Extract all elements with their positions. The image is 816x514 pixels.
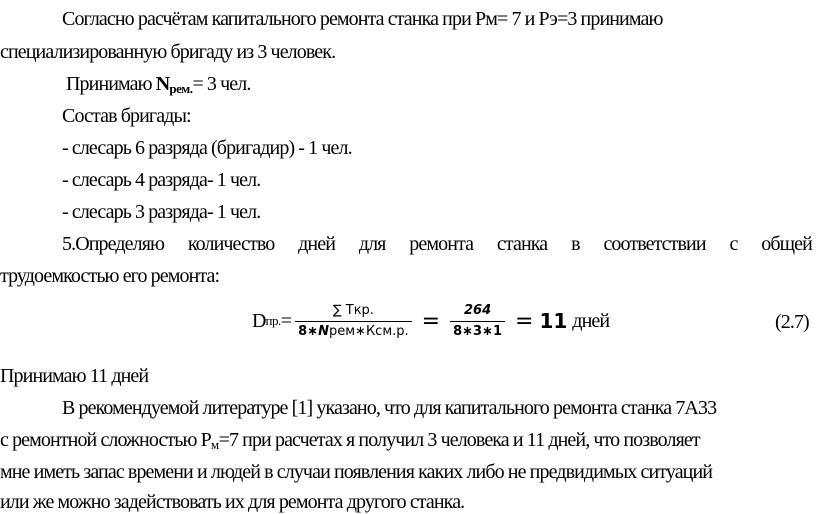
formula-den-rest: рем∗Ксм.р. [329, 323, 409, 339]
formula-fraction-2-numerator: 264 [463, 302, 492, 318]
paragraph-1-line-2 [0, 40, 335, 64]
paragraph-6-line-4-text: или же можно задействовать их для ремонта другого станка. [0, 491, 465, 513]
equation-number: (2.7) [775, 311, 809, 333]
paragraph-4-line-2 [0, 264, 219, 288]
brigade-size-value: = 3 чел. [192, 73, 251, 95]
paragraph-4-word: для [358, 233, 386, 255]
paragraph-6-line-2-suffix: =7 при расчетах я получил 3 человека и 11 дней, что позволяет [218, 429, 700, 451]
brigade-size-symbol: N [155, 73, 170, 95]
formula-result: 11 [539, 309, 568, 333]
paragraph-6-line-2 [0, 428, 700, 452]
formula-equals-2: = [421, 308, 441, 334]
paragraph-6-line-2-subscript: м [210, 437, 219, 452]
brigade-size-prefix: Принимаю [66, 73, 156, 95]
formula [252, 296, 609, 346]
formula-den-eight: 8∗ [298, 323, 319, 339]
formula-symbol-subscript: пр. [265, 313, 281, 328]
paragraph-1-line-1 [62, 7, 663, 31]
paragraph-4-word: с [729, 233, 738, 255]
list-item [62, 200, 260, 224]
paragraph-4-line-2-text: трудоемкостью его ремонта: [0, 265, 220, 287]
paragraph-6-line-1 [62, 396, 716, 420]
list-item [62, 136, 352, 160]
paragraph-4-word: соответствии [603, 233, 706, 255]
paragraph-4-word: количество [187, 233, 275, 255]
formula-fraction-2 [450, 303, 505, 340]
list-item [62, 168, 260, 192]
brigade-size-subscript: рем. [169, 81, 193, 96]
paragraph-4-line-1 [62, 232, 812, 256]
paragraph-6-line-2-prefix: с ремонтной сложностью Р [0, 429, 211, 451]
brigade-composition-heading [62, 104, 191, 128]
paragraph-4-word: 5.Определяю [62, 233, 165, 255]
paragraph-6-line-3-text: мне иметь запас времени и людей в случаи появления каких либо не предвидимых ситуаций [0, 461, 713, 483]
formula-equals-3: = [515, 308, 534, 334]
formula-fraction-2-denominator: 8∗3∗1 [453, 323, 503, 339]
paragraph-6-line-4 [0, 490, 464, 514]
paragraph-6-line-3 [0, 460, 712, 484]
paragraph-6-line-1-text: В рекомендуемой литературе [1] указано, что для капитального ремонта станка 7А33 [62, 397, 717, 419]
paragraph-4-word: в [571, 233, 580, 255]
formula-symbol: D [252, 309, 266, 332]
formula-fraction-1 [295, 303, 412, 340]
paragraph-1-line-1-text: Согласно расчётам капитального ремонта станка при Рм= 7 и Рэ=3 принимаю [62, 8, 663, 30]
list-item-text-1: - слесарь 6 разряда (бригадир) - 1 чел. [62, 137, 352, 159]
paragraph-4-word: общей [761, 233, 812, 255]
paragraph-4-word: ремонта [409, 233, 474, 255]
formula-equals-1: = [280, 309, 292, 332]
paragraph-4-word: дней [298, 233, 336, 255]
paragraph-brigade-size [66, 72, 250, 96]
paragraph-4-word: станка [496, 233, 548, 255]
paragraph-5-text: Принимаю 11 дней [0, 365, 149, 387]
paragraph-1-line-2-text: специализированную бригаду из 3 человек. [0, 41, 336, 63]
formula-unit: дней [572, 309, 610, 332]
formula-fraction-1-numerator: ∑ Ткр. [332, 302, 374, 318]
list-item-text-3: - слесарь 3 разряда- 1 чел. [62, 201, 261, 223]
formula-den-n: N [318, 323, 329, 339]
list-item-text-2: - слесарь 4 разряда- 1 чел. [62, 169, 261, 191]
brigade-composition-heading-text: Состав бригады: [62, 105, 191, 127]
paragraph-5 [0, 364, 148, 388]
formula-fraction-1-denominator [295, 322, 412, 340]
